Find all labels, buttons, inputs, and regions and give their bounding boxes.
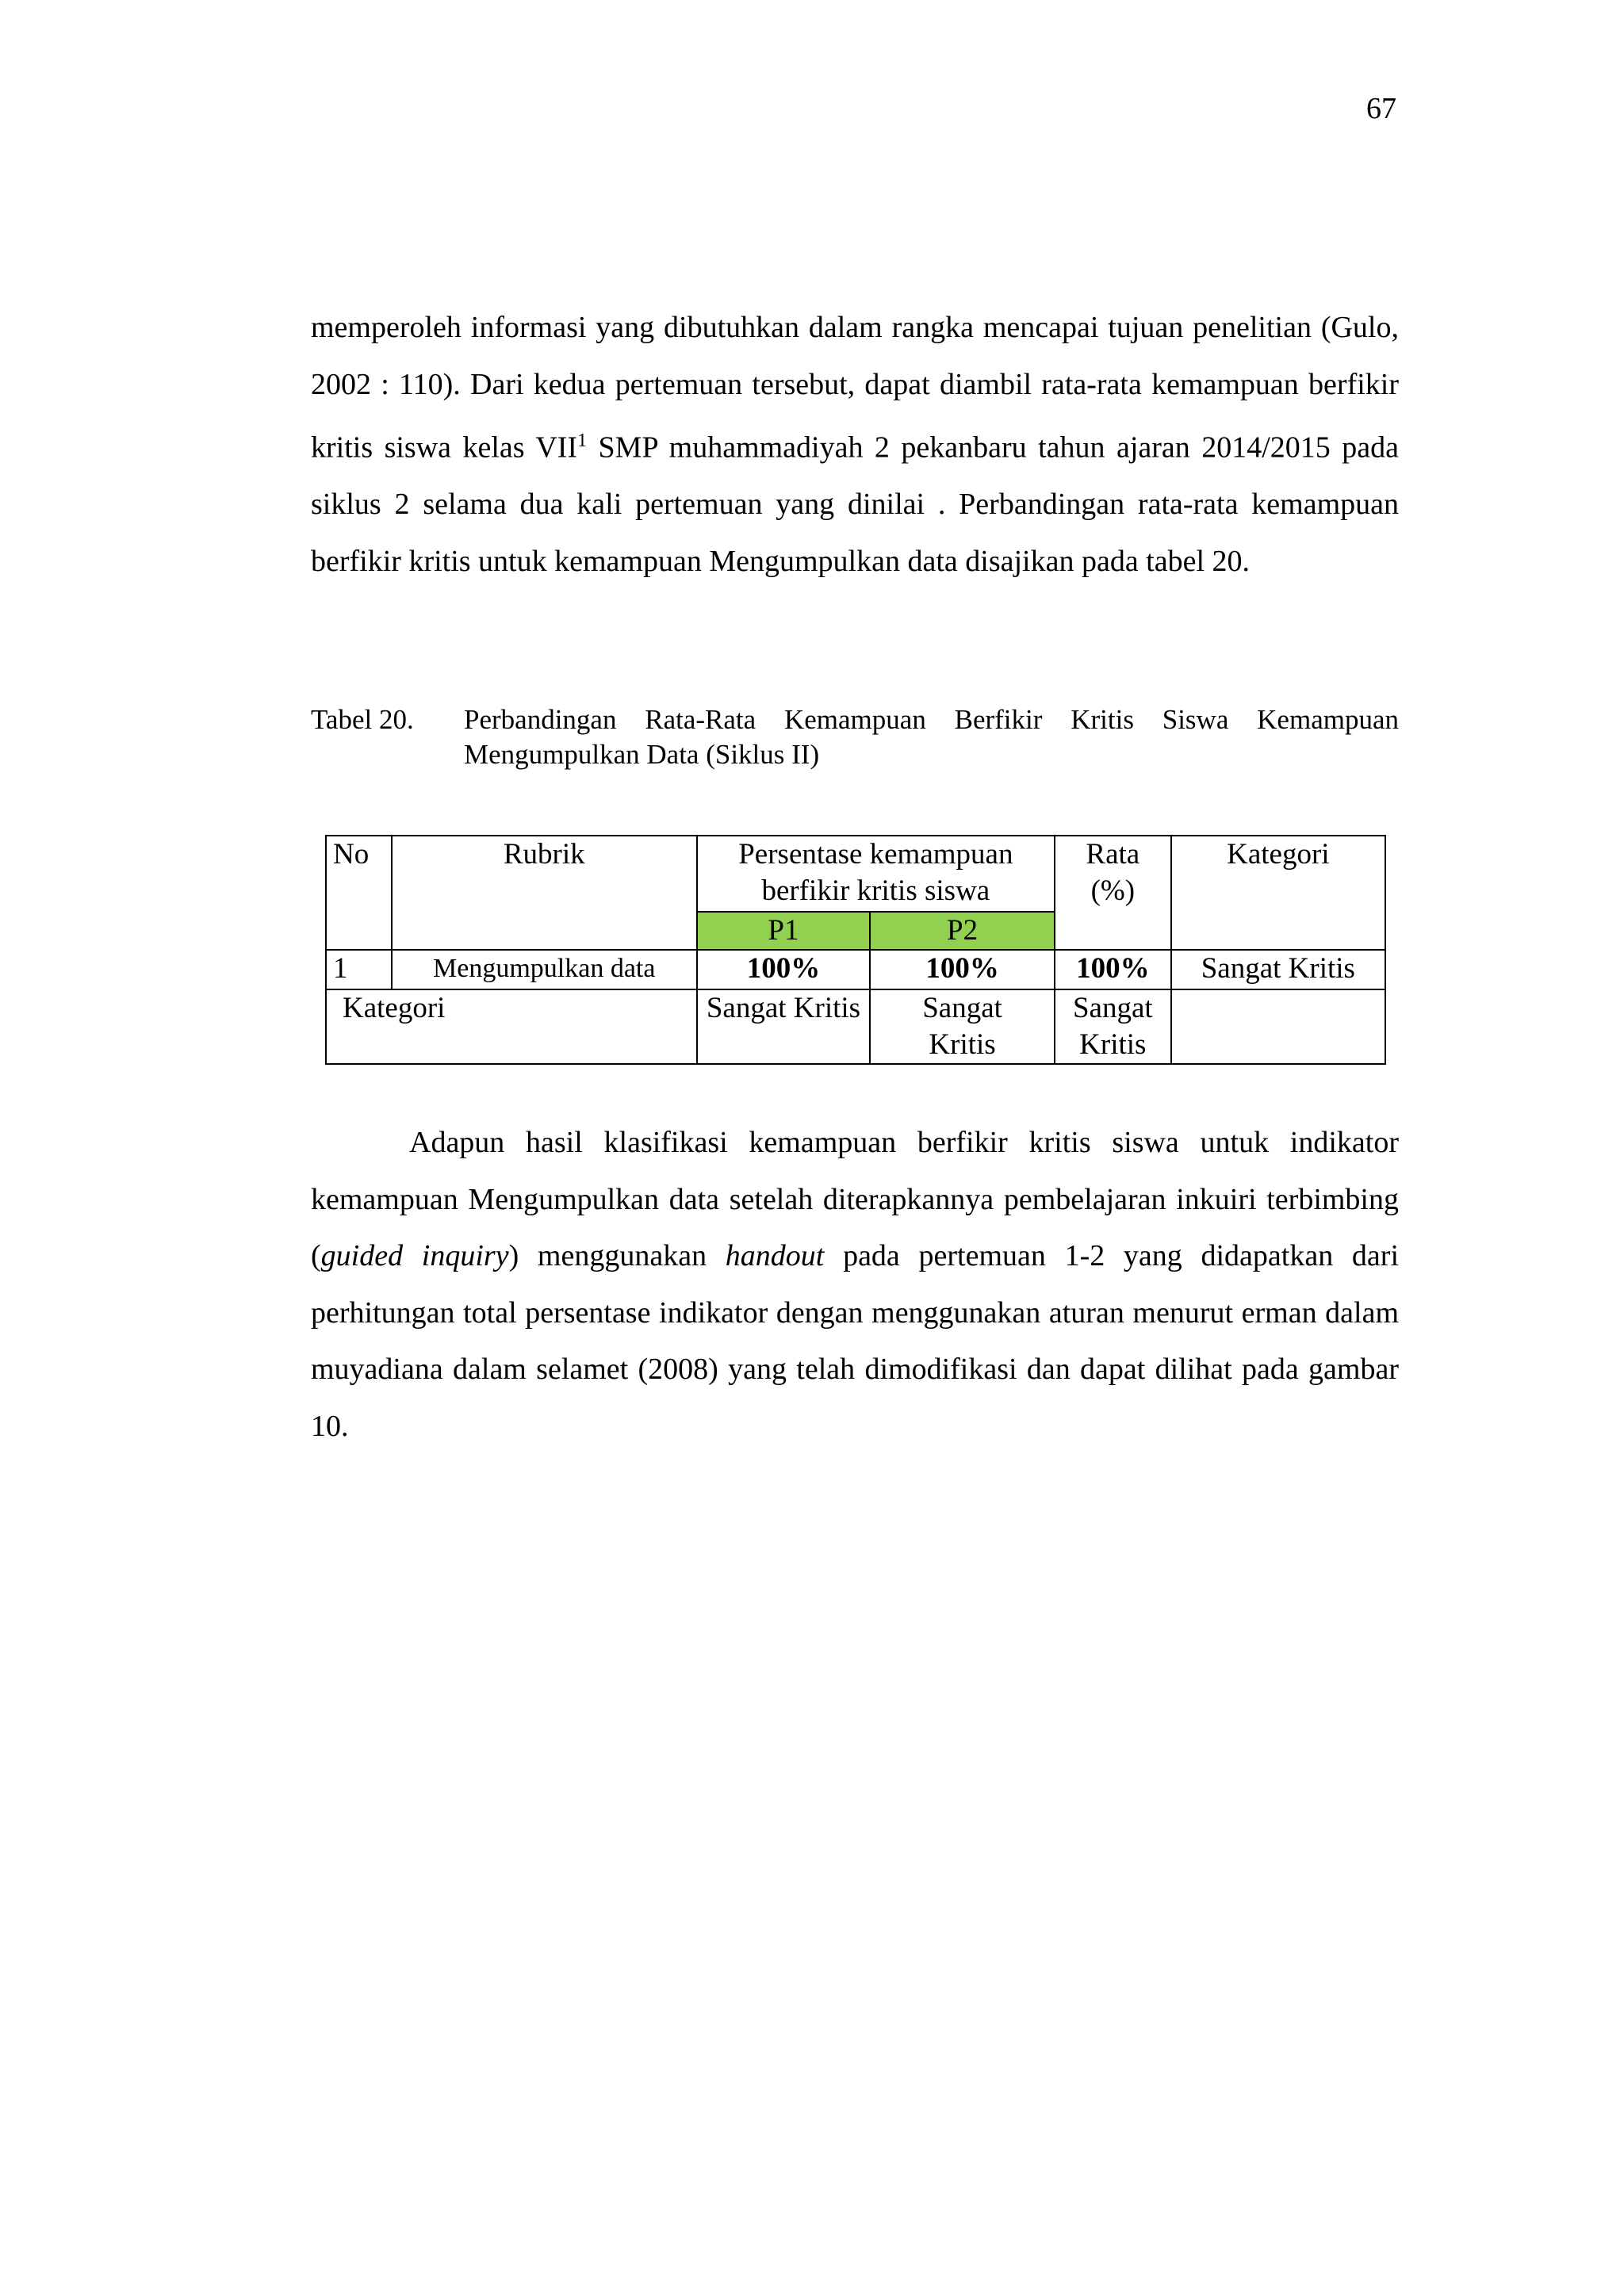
- table-row: [326, 950, 1385, 989]
- cell-rubrik: Mengumpulkan data: [392, 950, 697, 989]
- italic-term-handout: handout: [725, 1239, 825, 1272]
- paragraph-conclusion-text-2: ) menggunakan: [508, 1239, 726, 1272]
- header-rata: Rata (%): [1055, 836, 1171, 950]
- kategori-p2: Sangat Kritis: [870, 989, 1055, 1064]
- superscript: 1: [577, 430, 588, 451]
- paragraph-intro-text-rest: SMP muhammadiyah 2 pekanbaru tahun ajaran 2014/2015 pada siklus 2 selama dua kali pertemuan yang dinilai . Perbandingan rata-rata kemampuan berfikir kritis untuk kemampuan Mengumpulkan data disajikan pada tabel 20.: [311, 430, 1399, 578]
- kategori-p1: Sangat Kritis: [697, 989, 870, 1064]
- cell-rata: 100%: [1055, 950, 1171, 989]
- header-persentase: Persentase kemampuan berfikir kritis siswa: [697, 836, 1055, 912]
- paragraph-intro-text: memperoleh informasi yang dibutuhkan dalam rangka mencapai tujuan penelitian (Gulo, 2002 : 110). Dari kedua pertemuan tersebut, dapat diambil rata-rata kemampuan berfikir kritis siswa kelas VII: [311, 311, 1399, 465]
- cell-no: 1: [326, 950, 392, 989]
- kategori-empty: [1171, 989, 1385, 1064]
- comparison-table: [325, 835, 1386, 1065]
- header-kategori: Kategori: [1171, 836, 1385, 950]
- page-number: 67: [1366, 92, 1396, 125]
- table-caption-text: Perbandingan Rata-Rata Kemampuan Berfikir Kritis Siswa Kemampuan Mengumpulkan Data (Siklus II): [464, 704, 1399, 770]
- cell-p1: 100%: [697, 950, 870, 989]
- table-caption: [311, 702, 1399, 772]
- cell-kategori: Sangat Kritis: [1171, 950, 1385, 989]
- header-no: No: [326, 836, 392, 950]
- paragraph-conclusion: [311, 1115, 1399, 1455]
- table-caption-label: Tabel 20.: [311, 704, 414, 735]
- header-rubrik: Rubrik: [392, 836, 697, 950]
- paragraph-conclusion-text-3: pada pertemuan 1-2 yang didapatkan dari perhitungan total persentase indikator dengan menggunakan aturan menurut erman dalam muyadiana dalam selamet (2008) yang telah dimodifikasi dan dapat dilihat pada gambar 10.: [311, 1239, 1400, 1443]
- kategori-label: Kategori: [326, 989, 697, 1064]
- paragraph-conclusion-text: Adapun hasil klasifikasi kemampuan berfikir kritis siswa untuk indikator kemampuan Mengumpulkan data setelah diterapkannya pembelajaran inkuiri terbimbing (: [311, 1126, 1399, 1272]
- header-p1: P1: [697, 912, 870, 950]
- table-kategori-row: [326, 989, 1385, 1064]
- paragraph-intro: [311, 300, 1399, 590]
- italic-term-guided-inquiry: guided inquiry: [320, 1239, 509, 1272]
- table-header-row: [326, 836, 1385, 912]
- kategori-rata: Sangat Kritis: [1055, 989, 1171, 1064]
- cell-p2: 100%: [870, 950, 1055, 989]
- header-p2: P2: [870, 912, 1055, 950]
